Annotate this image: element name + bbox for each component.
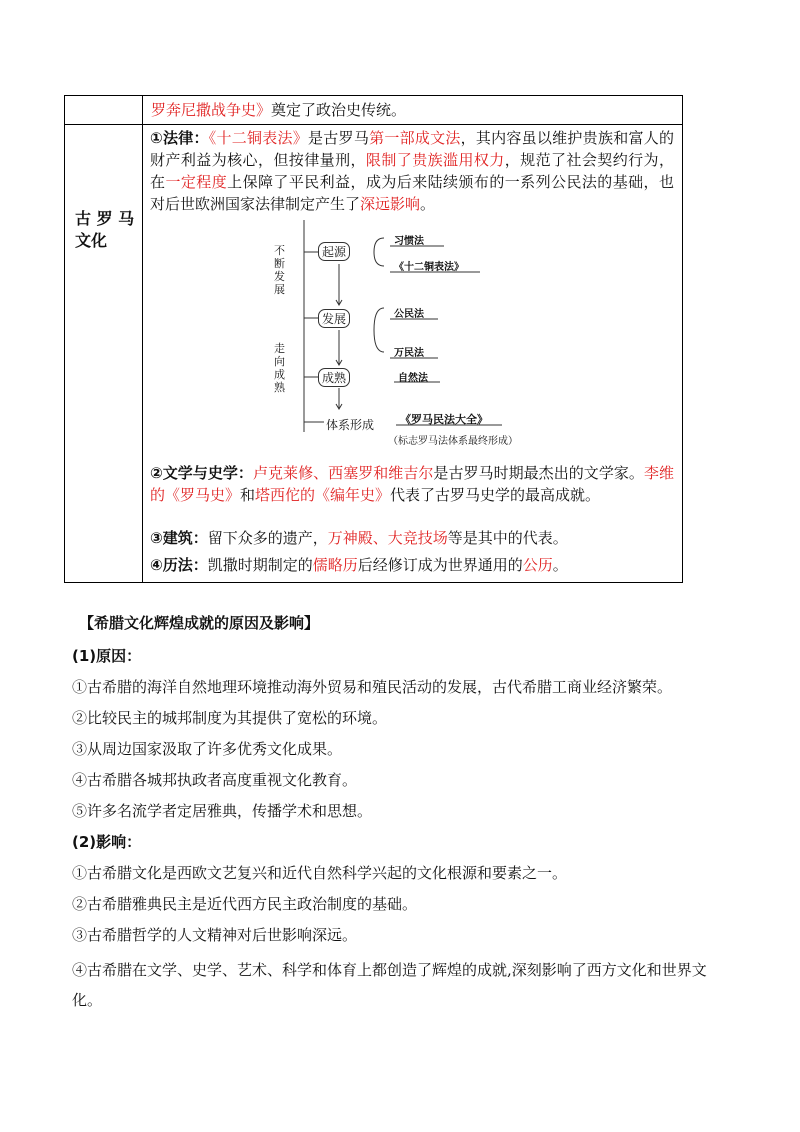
stage-origin-box: 起源 [318, 242, 350, 261]
cause-item: ④古希腊各城邦执政者高度重视文化教育。 [72, 771, 358, 789]
text: 奠定了政治史传统。 [271, 101, 407, 119]
section-title: 【希腊文化辉煌成就的原因及影响】 [79, 614, 320, 632]
label-continuous-development: 不断发展 [274, 244, 285, 296]
arch-label: ③建筑： [150, 529, 208, 547]
law-text-10: 。 [420, 195, 436, 213]
arch-red-2: 万神殿、大竞技场 [327, 529, 448, 547]
law-paragraph [150, 127, 674, 215]
law-text-8: 上保障了平民利益，成为后来陆续颁布的一系列公民法的基础，也对后世欧洲国家法律制定产生了 [150, 173, 674, 213]
law-red-3: 第一部成文法 [369, 129, 461, 147]
arch-text-1: 留下众多的遗产， [207, 529, 328, 547]
label-toward-maturity: 走向成熟 [274, 342, 285, 394]
lit-text-4: 和 [240, 486, 256, 504]
causes-heading: (1)原因： [72, 647, 142, 665]
stage-maturity-box: 成熟 [318, 368, 350, 387]
cal-red-4: 公历 [522, 556, 553, 574]
literature-paragraph [150, 462, 674, 506]
row-header-ancient-rome: 古 罗 马 文化 [75, 209, 135, 250]
cause-item: ③从周边国家汲取了许多优秀文化成果。 [72, 740, 343, 758]
table-column-divider [142, 96, 143, 582]
cal-red-2: 儒略历 [312, 556, 358, 574]
roman-law-diagram [266, 212, 556, 452]
table-row-prev-tail [151, 99, 406, 120]
lit-text-6: 代表了古罗马史学的最高成就。 [390, 486, 601, 504]
law-text-4: ，其内容虽以维护贵族和富人的财产利益为核心，但按律量刑， [150, 129, 674, 169]
cal-text-3: 后经修订成为世界通用的 [357, 556, 523, 574]
cause-item: ①古希腊的海洋自然地理环境推动海外贸易和殖民活动的发展，古代希腊工商业经济繁荣。 [72, 678, 673, 696]
arch-text-3: 等是其中的代表。 [447, 529, 568, 547]
stage-system-formed: 体系形成 [326, 418, 375, 432]
effect-item: ②古希腊雅典民主是近代西方民主政治制度的基础。 [72, 895, 418, 913]
note-system-final: （标志罗马法体系最终形成） [388, 436, 518, 447]
effects-heading: (2)影响： [72, 833, 142, 851]
cause-item: ②比较民主的城邦制度为其提供了宽松的环境。 [72, 709, 388, 727]
law-red-7: 一定程度 [165, 173, 228, 191]
law-twelve-tables: 《十二铜表法》 [394, 262, 464, 273]
law-text-2: 是古罗马 [308, 129, 370, 147]
calendar-paragraph [150, 554, 674, 576]
stage-development-box: 发展 [318, 309, 350, 328]
law-label: ①法律： [150, 129, 209, 147]
law-text-6: ，规范了社会契约行为，在 [150, 151, 674, 191]
law-red-5: 限制了贵族滥用权力 [365, 151, 505, 169]
effect-item: ③古希腊哲学的人文精神对后世影响深远。 [72, 926, 358, 944]
lit-text-2: 是古罗马时期最杰出的文学家。 [433, 464, 644, 482]
brace-origin [374, 238, 384, 266]
lit-red-3: 李维的《罗马史》 [150, 464, 674, 504]
law-red-1: 《十二铜表法》 [208, 129, 309, 147]
lit-label: ②文学与史学： [150, 464, 253, 482]
table-row-divider [65, 124, 682, 125]
law-corpus-juris: 《罗马民法大全》 [400, 413, 488, 426]
red-text: 罗奔尼撒战争史》 [151, 101, 272, 119]
architecture-paragraph [150, 527, 674, 549]
cal-text-5: 。 [552, 556, 568, 574]
effect-item: ④古希腊在文学、史学、艺术、科学和体育上都创造了辉煌的成就,深刻影响了西方文化和世界文化。 [72, 961, 707, 1009]
cal-label: ④历法： [150, 556, 208, 574]
cause-item: ⑤许多名流学者定居雅典，传播学术和思想。 [72, 802, 373, 820]
law-natural: 自然法 [398, 373, 428, 384]
brace-development [374, 308, 384, 352]
effect-item: ①古希腊文化是西欧文艺复兴和近代自然科学兴起的文化根源和要素之一。 [72, 864, 568, 882]
law-red-9: 深远影响 [360, 195, 421, 213]
lit-red-1: 卢克莱修、西塞罗和维吉尔 [252, 464, 434, 482]
cal-text-1: 凯撒时期制定的 [207, 556, 313, 574]
law-nations: 万民法 [394, 348, 424, 359]
lit-red-5: 塔西佗的《编年史》 [255, 486, 391, 504]
law-civil: 公民法 [394, 309, 424, 320]
law-customary: 习惯法 [394, 236, 424, 247]
